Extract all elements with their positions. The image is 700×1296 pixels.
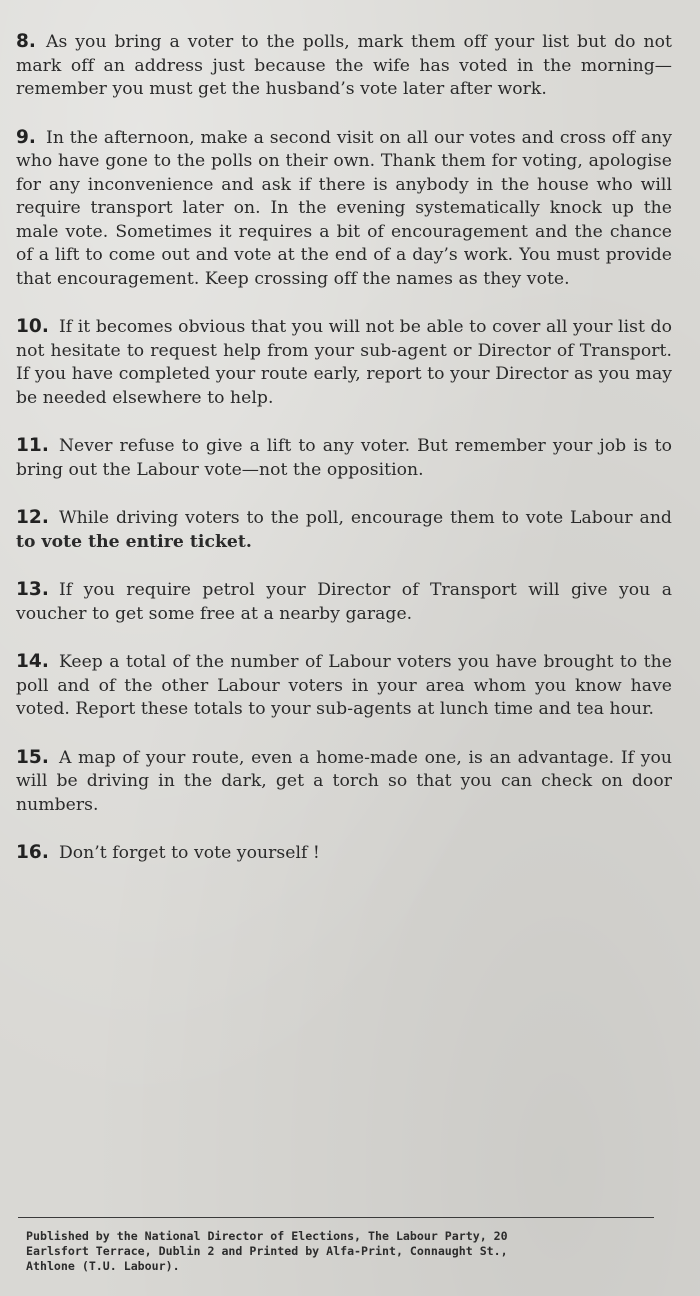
- item-number: 15.: [16, 746, 49, 768]
- instruction-item-16: [16, 841, 672, 866]
- item-number: 10.: [16, 316, 49, 337]
- footer-line: Earlsfort Terrace, Dublin 2 and Printed by Alfa-Print, Connaught St.,: [26, 1244, 508, 1258]
- instruction-item-12: [16, 506, 672, 554]
- item-text: While driving voters to the poll, encourage them to vote Labour and: [58, 508, 672, 528]
- item-text: Keep a total of the number of Labour voters you have brought to the poll and of the other Labour voters in your area whom you know have voted. Report these totals to your sub-agents at lunch time and tea hour.: [16, 652, 672, 719]
- instruction-item-11: [16, 434, 672, 482]
- item-number: 13.: [16, 579, 49, 600]
- item-text: Don’t forget to vote yourself !: [58, 843, 320, 863]
- item-text: A map of your route, even a home-made one, is an advantage. If you will be driving in the dark, get a torch so that you can check on door numbers.: [16, 747, 672, 815]
- footer-divider: [18, 1217, 654, 1218]
- item-number: 12.: [16, 507, 49, 528]
- item-text: As you bring a voter to the polls, mark them off your list but do not mark off an address just because the wife has voted in the morning—remember you must get the husband’s vote later after work.: [16, 32, 672, 99]
- instruction-item-15: [16, 746, 672, 818]
- item-number: 11.: [16, 435, 49, 456]
- instruction-item-14: [16, 650, 672, 722]
- instruction-item-9: [16, 126, 672, 292]
- instruction-item-10: [16, 315, 672, 410]
- item-number: 9.: [16, 126, 37, 148]
- instruction-item-13: [16, 578, 672, 626]
- footer-line: Published by the National Director of Elections, The Labour Party, 20: [26, 1229, 508, 1243]
- item-text: In the afternoon, make a second visit on all our votes and cross off any who have gone to the polls on their own. Thank them for voting, apologise for any inconvenience and ask if there is anybody in the house who will require transport later on. In the evening systematically knock up the male vote. Sometimes it requires a bit of encouragement and the chance of a lift to come out and vote at the end of a day’s work. You must provide that encouragement. Keep crossing off the names as they vote.: [16, 127, 672, 289]
- item-number: 14.: [16, 651, 49, 672]
- item-text: If you require petrol your Director of Transport will give you a voucher to get some free at a nearby garage.: [16, 580, 672, 624]
- instruction-item-8: [16, 30, 672, 102]
- instruction-list: [16, 30, 672, 890]
- item-emphasis-text: to vote the entire ticket.: [16, 531, 252, 552]
- footer-line: Athlone (T.U. Labour).: [26, 1259, 180, 1273]
- item-text: Never refuse to give a lift to any voter. But remember your job is to bring out the Labour vote—not the opposition.: [16, 436, 672, 480]
- item-text: If it becomes obvious that you will not be able to cover all your list do not hesitate to request help from your sub-agent or Director of Transport. If you have completed your route early, report to your Director as you may be needed elsewhere to help.: [16, 317, 672, 408]
- item-number: 16.: [16, 842, 49, 863]
- item-number: 8.: [16, 31, 37, 52]
- publisher-footer: [26, 1229, 656, 1274]
